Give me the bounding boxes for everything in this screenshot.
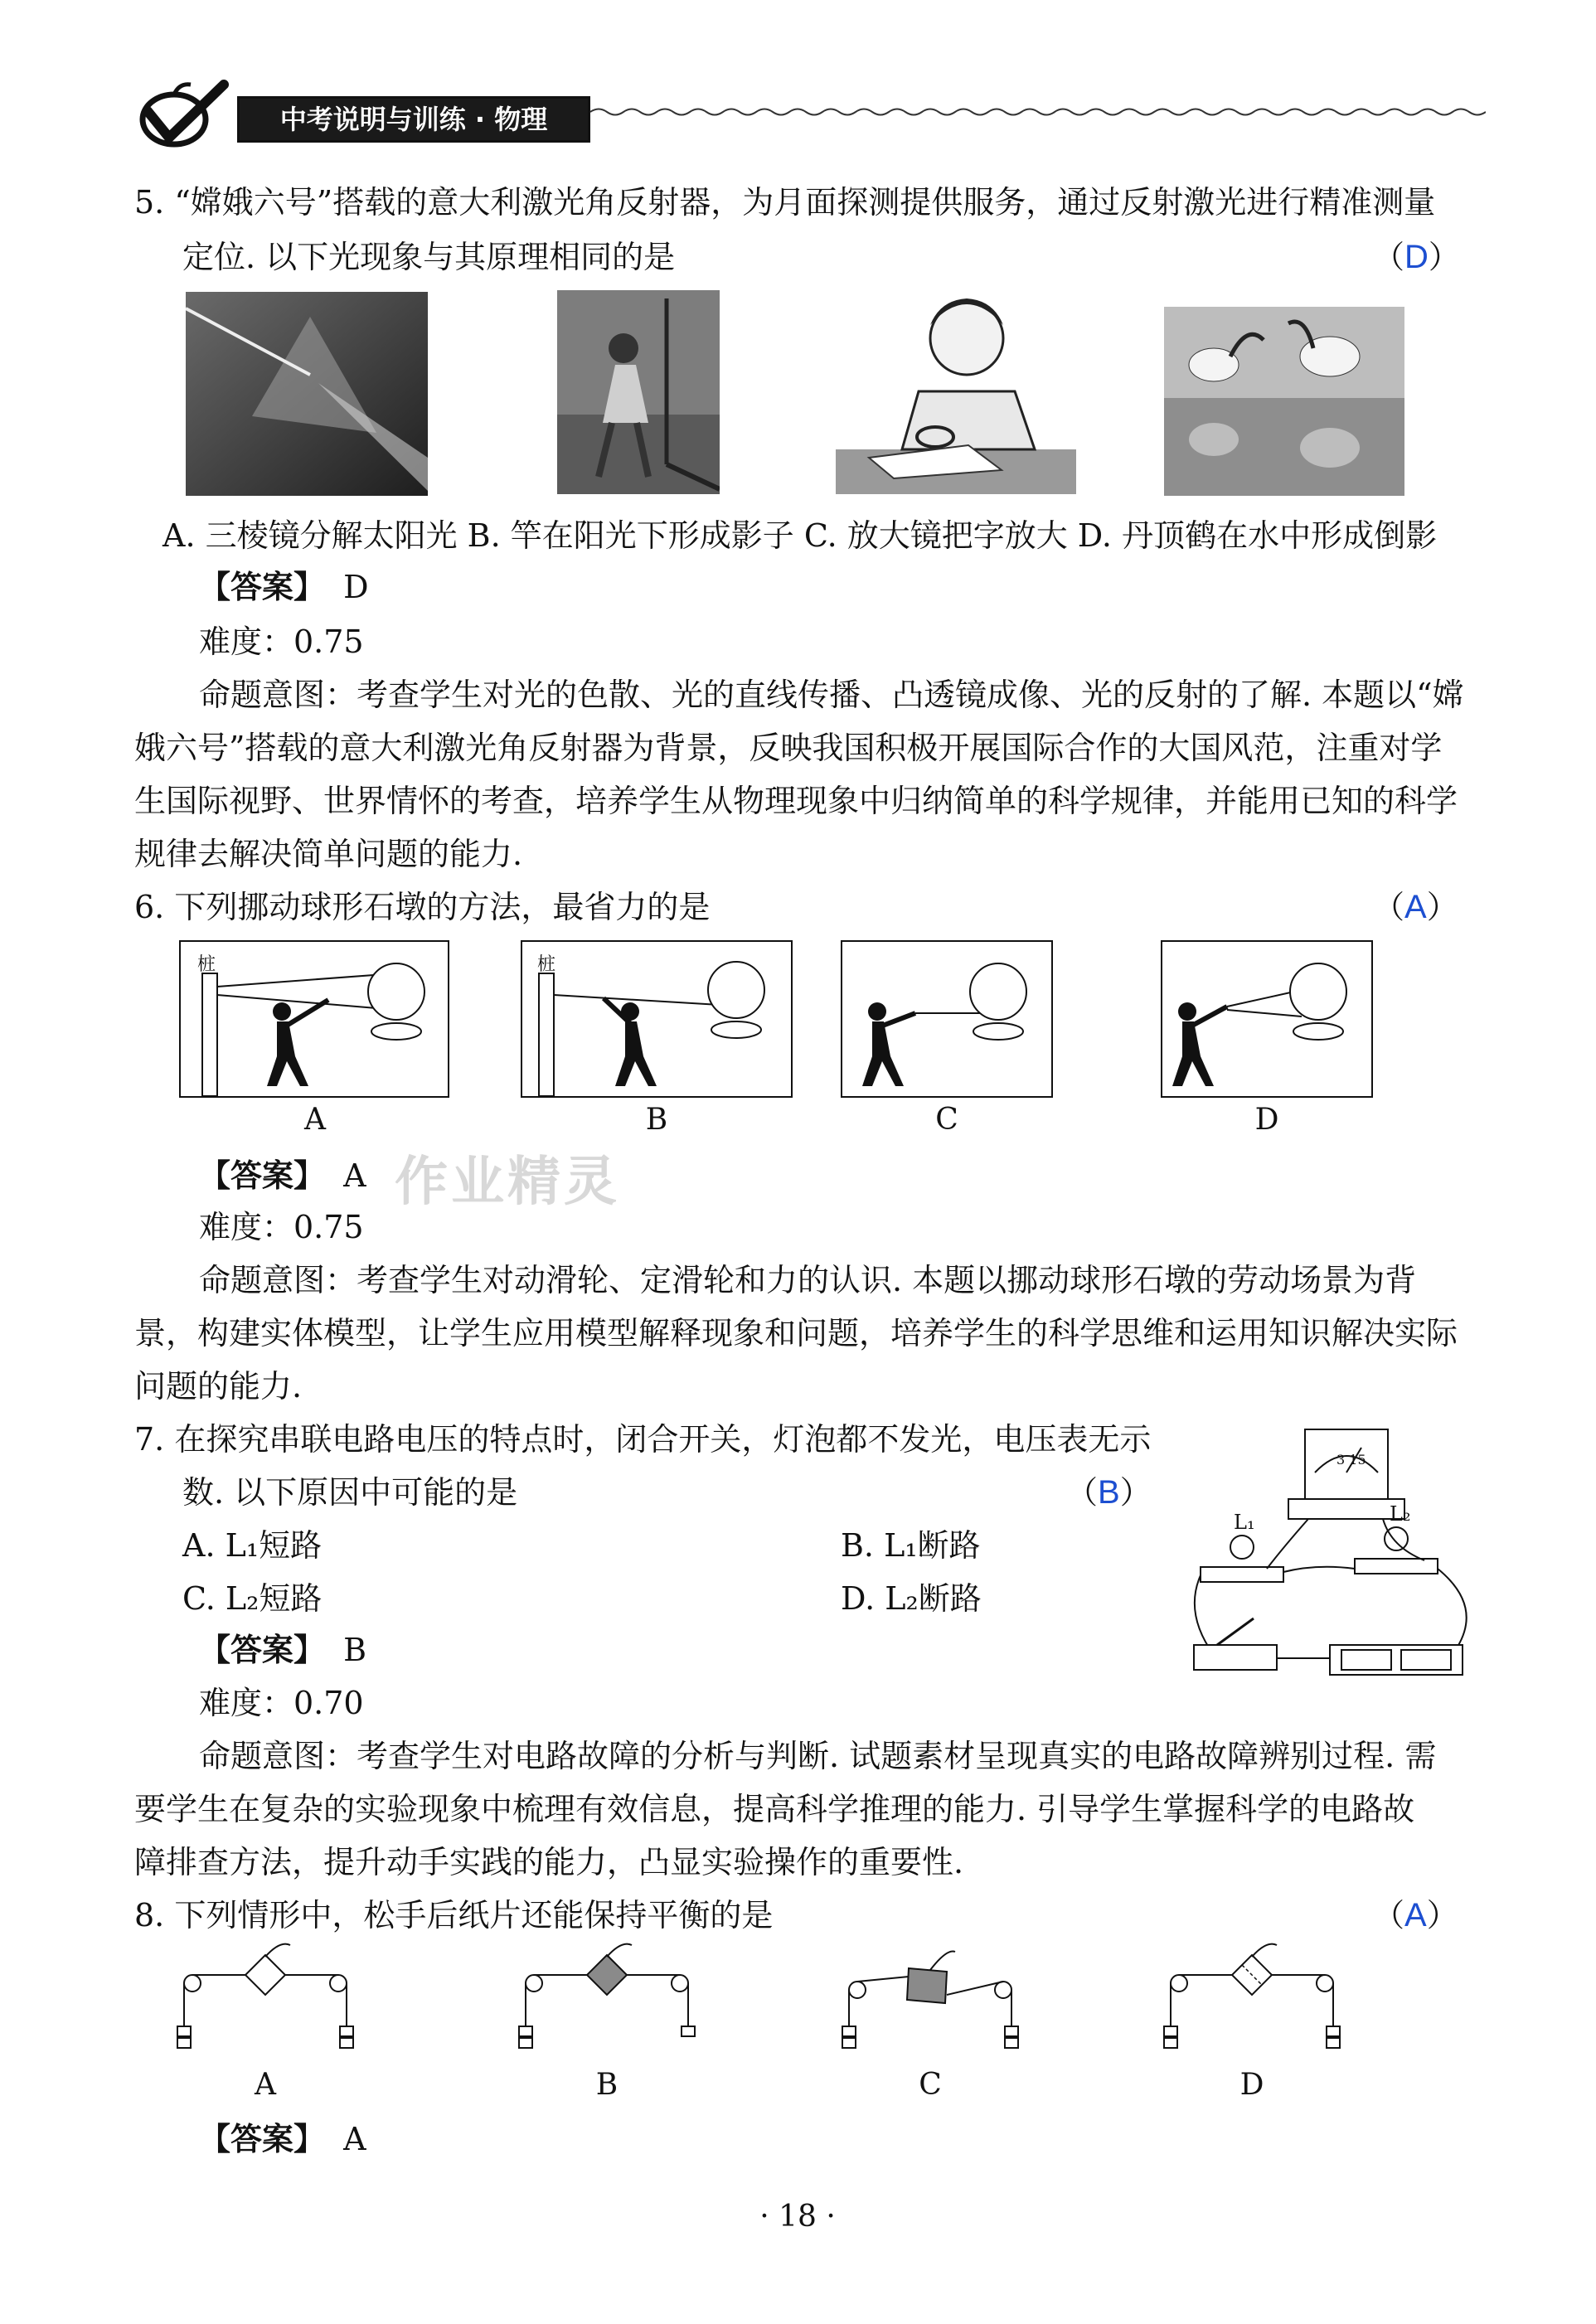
q8-paren-left: （ <box>1373 1897 1405 1933</box>
q6-stake-label-b: 桩 <box>537 954 556 975</box>
watermark: 作业精灵 <box>395 1152 620 1213</box>
q7-answer-mark: B <box>1098 1474 1120 1511</box>
q7-answer-bracket <box>1066 1466 1152 1519</box>
q7-answer-value: B <box>343 1632 367 1668</box>
q7-option-b: B. L₁断路 <box>841 1527 981 1564</box>
q7-l2-label: L₂ <box>1390 1502 1411 1526</box>
q7-paren-right: ） <box>1119 1474 1152 1511</box>
q5-crane-reflection-image <box>1164 307 1404 496</box>
q5-answer-label: 【答案】 <box>199 568 326 605</box>
q7-intent-line1: 命题意图：考查学生对电路故障的分析与判断. 试题素材呈现真实的电路故障辨别过程. 需 <box>199 1738 1437 1774</box>
q5-answer-row <box>199 560 369 614</box>
q6-difficulty: 难度：0.75 <box>199 1209 364 1245</box>
q5-answer-mark: D <box>1404 239 1429 275</box>
q6-figure-a <box>179 940 449 1098</box>
q5-paren-right: ） <box>1428 239 1460 275</box>
q5-stem-line1: 5. “嫦娥六号”搭载的意大利激光角反射器，为月面探测提供服务，通过反射激光进行精准测量 <box>134 184 1436 221</box>
q8-caption-d: D <box>1239 2068 1264 2102</box>
q6-paren-left: （ <box>1373 889 1405 925</box>
q8-caption-b: B <box>595 2068 619 2102</box>
q8-figure-a <box>174 1940 357 2064</box>
q6-stake-label-a: 桩 <box>197 954 216 975</box>
q6-paren-right: ） <box>1426 889 1458 925</box>
q7-option-d: D. L₂断路 <box>841 1580 982 1617</box>
q7-intent-line3: 障排查方法，提升动手实践的能力，凸显实验操作的重要性. <box>134 1844 964 1880</box>
q7-stem-line2: 数. 以下原因中可能的是 <box>182 1474 518 1511</box>
header-title-box <box>237 96 590 143</box>
q7-l1-label: L₁ <box>1234 1511 1255 1534</box>
header-logo-icon <box>131 80 232 148</box>
q6-intent-line2: 景，构建实体模型，让学生应用模型解释现象和问题，培养学生的科学思维和运用知识解决实际 <box>134 1315 1458 1351</box>
q8-caption-c: C <box>919 2068 942 2102</box>
q6-caption-d: D <box>1254 1103 1279 1137</box>
q6-figure-d <box>1161 940 1373 1098</box>
q7-voltmeter-scale: 3 15 <box>1336 1452 1366 1468</box>
q5-prism-image <box>186 292 428 496</box>
q5-stem-line2: 定位. 以下光现象与其原理相同的是 <box>182 239 676 275</box>
q6-answer-row <box>199 1149 366 1202</box>
q6-answer-mark: A <box>1404 889 1427 925</box>
q5-intent-line3: 生国际视野、世界情怀的考查，培养学生从物理现象中归纳简单的科学规律，并能用已知的科学 <box>134 783 1458 819</box>
q6-figure-b <box>521 940 793 1098</box>
q7-difficulty: 难度：0.70 <box>199 1685 364 1721</box>
q8-caption-a: A <box>255 2068 276 2102</box>
q6-intent-line1: 命题意图：考查学生对动滑轮、定滑轮和力的认识. 本题以挪动球形石墩的劳动场景为背 <box>199 1262 1417 1298</box>
q7-option-c: C. L₂短路 <box>182 1580 323 1617</box>
header-rule <box>590 106 1486 118</box>
q8-stem: 8. 下列情形中，松手后纸片还能保持平衡的是 <box>134 1897 774 1933</box>
q8-answer-bracket <box>1373 1889 1458 1942</box>
q8-answer-label: 【答案】 <box>199 2120 326 2157</box>
q5-options: A. 三棱镜分解太阳光 B. 竿在阳光下形成影子 C. 放大镜把字放大 D. 丹顶鹤在水中形成倒影 <box>163 517 1438 554</box>
q7-stem-line1: 7. 在探究串联电路电压的特点时，闭合开关，灯泡都不发光，电压表无示 <box>134 1421 1152 1458</box>
q7-paren-left: （ <box>1066 1474 1099 1511</box>
header-title: 中考说明与训练 · 物理 <box>279 104 548 135</box>
q6-caption-b: B <box>645 1103 668 1137</box>
q7-intent-line2: 要学生在复杂的实验现象中梳理有效信息，提高科学推理的能力. 引导学生掌握科学的电路故 <box>134 1791 1415 1827</box>
page-number: · 18 · <box>759 2200 836 2234</box>
q6-intent-line3: 问题的能力. <box>134 1368 303 1405</box>
q5-difficulty: 难度：0.75 <box>199 623 364 660</box>
q6-answer-label: 【答案】 <box>199 1157 326 1194</box>
q8-answer-mark: A <box>1404 1897 1427 1933</box>
q6-caption-c: C <box>935 1103 958 1137</box>
q8-figure-d <box>1161 1940 1343 2064</box>
q8-paren-right: ） <box>1426 1897 1458 1933</box>
q8-figure-b <box>516 1940 698 2064</box>
q6-answer-bracket <box>1373 881 1458 934</box>
q7-option-a: A. L₁短路 <box>182 1527 323 1564</box>
q7-answer-label: 【答案】 <box>199 1631 326 1668</box>
q5-pole-shadow-image <box>557 290 720 494</box>
q5-intent-line4: 规律去解决简单问题的能力. <box>134 836 523 872</box>
q5-answer-bracket <box>1373 230 1460 284</box>
q5-paren-left: （ <box>1373 239 1405 275</box>
q5-answer-value: D <box>343 569 369 605</box>
q5-intent-line1: 命题意图：考查学生对光的色散、光的直线传播、凸透镜成像、光的反射的了解. 本题以“嫦 <box>199 677 1464 713</box>
q8-answer-row <box>199 2113 366 2166</box>
q7-answer-row <box>199 1623 366 1676</box>
q8-figure-c <box>839 1940 1021 2064</box>
q6-figure-c <box>841 940 1053 1098</box>
q5-intent-line2: 娥六号”搭载的意大利激光角反射器为背景，反映我国积极开展国际合作的大国风范，注重对学 <box>134 730 1443 766</box>
q6-stem: 6. 下列挪动球形石墩的方法，最省力的是 <box>134 889 711 925</box>
q6-caption-a: A <box>304 1103 326 1137</box>
q6-answer-value: A <box>343 1157 366 1194</box>
q5-magnifier-image <box>836 292 1076 494</box>
q7-circuit-figure <box>1184 1423 1477 1685</box>
q8-answer-value: A <box>343 2121 366 2157</box>
